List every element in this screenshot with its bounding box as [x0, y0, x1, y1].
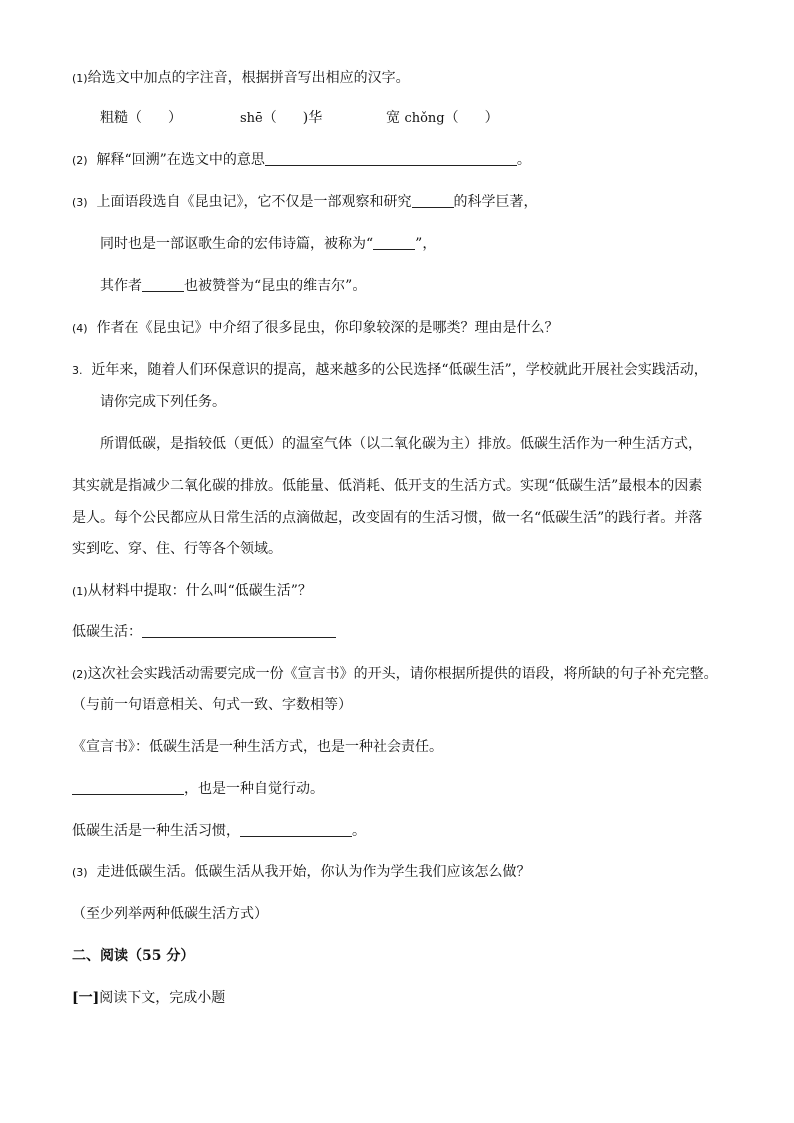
answer-blank[interactable]: [142, 623, 336, 638]
q3-sub1-answer: 低碳生活：: [72, 622, 336, 642]
declaration-line-1: 《宣言书》：低碳生活是一种生活方式，也是一种社会责任。: [72, 739, 443, 755]
answer-blank[interactable]: [142, 277, 184, 292]
q3-sub2: (2)这次社会实践活动需要完成一份《宣言书》的开头，请你根据所提供的语段，将所缺的句子补充完整。: [72, 666, 718, 682]
pinyin: chǒng: [404, 111, 445, 126]
material-line-2: 其实就是指减少二氧化碳的排放。低能量、低消耗、低开支的生活方式。实现“低碳生活”最根本的因素: [72, 478, 703, 494]
q3-intro: 3. 近年来，随着人们环保意识的提高，越来越多的公民选择“低碳生活”，学校就此开展社会实践活动，: [72, 362, 708, 378]
declaration-line-3: 低碳生活是一种生活习惯， 。: [72, 823, 366, 839]
q3-intro-cont: 请你完成下列任务。: [100, 394, 226, 410]
answer-blank[interactable]: [240, 822, 352, 837]
item-chong: 宽 chǒng（ ）: [386, 110, 499, 126]
word: 粗糙: [100, 110, 128, 126]
q2-part4: (4) 作者在《昆虫记》中介绍了很多昆虫，你印象较深的是哪类？理由是什么？: [72, 320, 559, 336]
answer-blank[interactable]: [412, 193, 454, 208]
answer-blank[interactable]: [265, 151, 517, 166]
part-number: (1): [72, 72, 88, 85]
material-line-3: 是人。每个公民都应从日常生活的点滴做起，改变固有的生活习惯，做一名“低碳生活”的践行者。并落: [72, 510, 703, 526]
question-number: 3.: [72, 364, 83, 377]
q2-part3-line1: (3) 上面语段选自《昆虫记》，它不仅是一部观察和研究 的科学巨著，: [72, 194, 538, 210]
material-line-1: 所谓低碳，是指较低（更低）的温室气体（以二氧化碳为主）排放。低碳生活作为一种生活方式，: [100, 436, 702, 452]
material-line-4: 实到吃、穿、住、行等各个领域。: [72, 541, 282, 557]
answer-blank[interactable]: [373, 235, 415, 250]
q2-part2: (2) 解释“回溯”在选文中的意思 。: [72, 152, 531, 168]
item-cucao: 粗糙（ ）: [100, 110, 182, 126]
pinyin: shē: [240, 111, 263, 126]
declaration-line-2: ，也是一种自觉行动。: [72, 779, 324, 799]
q3-sub3: (3) 走进低碳生活。低碳生活从我开始，你认为作为学生我们应该怎么做？: [72, 864, 531, 880]
question-text: 给选文中加点的字注音，根据拼音写出相应的汉字。: [87, 70, 410, 86]
q3-sub1: (1)从材料中提取：什么叫“低碳生活”？: [72, 583, 312, 599]
q2-part3-line2: 同时也是一部讴歌生命的宏伟诗篇，被称为“ ”，: [100, 236, 437, 252]
q2-part1: [72, 68, 410, 89]
section-heading: 二、阅读（55 分）: [72, 948, 195, 964]
q3-sub2-note: （与前一句语意相关、句式一致、字数相等）: [72, 697, 352, 713]
q2-part3-line3: 其作者 也被赞誉为“昆虫的维吉尔”。: [100, 278, 367, 294]
subsection-heading: [一]阅读下文，完成小题: [72, 990, 226, 1006]
q3-sub3-note: （至少列举两种低碳生活方式）: [72, 906, 268, 922]
item-she: shē（ )华: [240, 110, 323, 126]
answer-blank[interactable]: [72, 780, 184, 795]
